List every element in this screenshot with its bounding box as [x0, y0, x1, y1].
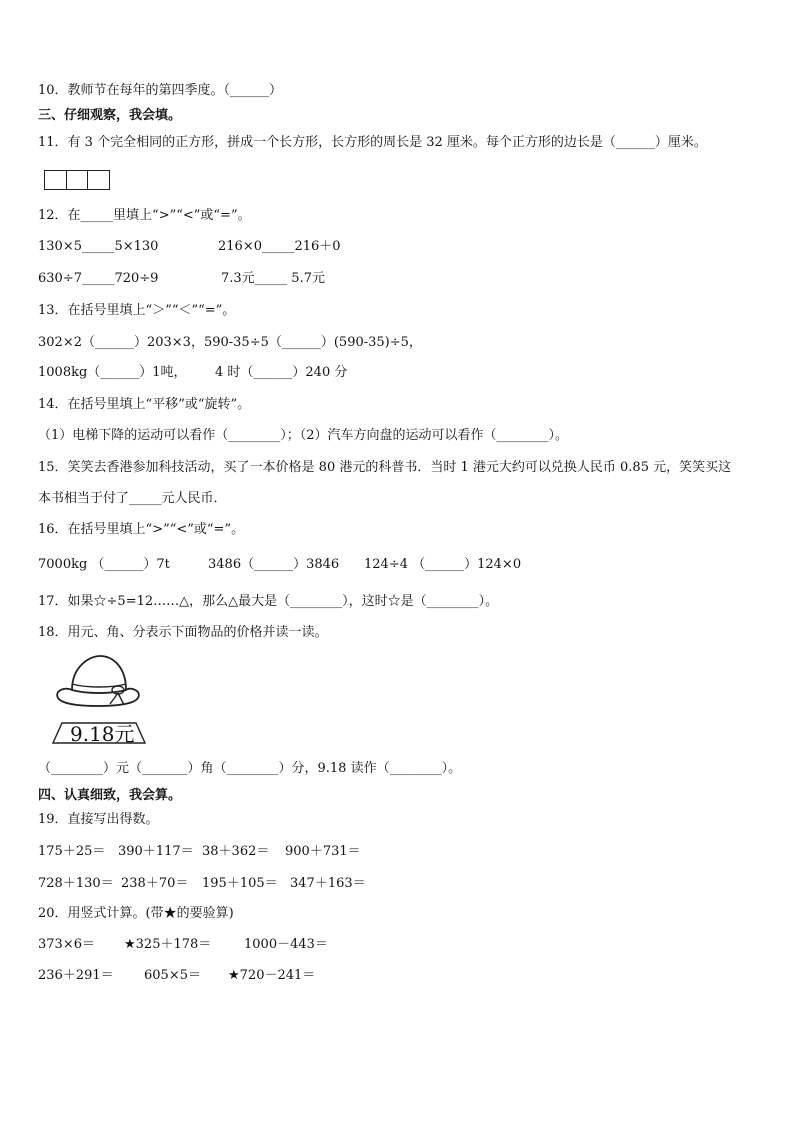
square	[88, 171, 109, 189]
q20-row2-item: ★720－241＝	[228, 968, 316, 983]
question-16-title: 16．在括号里填上“>”“<”或“=”。	[38, 522, 245, 537]
q20-row1-item: 1000－443＝	[244, 937, 328, 952]
hat-icon	[50, 652, 146, 722]
q19-row1-item: 38＋362＝	[202, 844, 270, 859]
question-14-title: 14．在括号里填上“平移”或“旋转”。	[38, 397, 251, 412]
q20-row2-item: 236＋291＝	[38, 968, 114, 983]
square	[67, 171, 89, 189]
q12-item-2: 216×0_____216＋0	[218, 239, 341, 254]
section-4-heading: 四、认真细致，我会算。	[38, 788, 182, 803]
question-19-title: 19．直接写出得数。	[38, 812, 159, 827]
q16-item-3: 124÷4 （______）124×0	[364, 557, 522, 572]
q16-item-2: 3486（______）3846	[208, 557, 340, 572]
question-18-title: 18．用元、角、分表示下面物品的价格并读一读。	[38, 625, 328, 640]
question-20-title: 20．用竖式计算。(带★的要验算)	[38, 906, 234, 921]
q14-line: （1）电梯下降的运动可以看作（________）；（2）汽车方向盘的运动可以看作（________）。	[38, 428, 569, 443]
q20-row2-item: 605×5＝	[144, 968, 201, 983]
q20-row1-item: ★325＋178＝	[124, 937, 212, 952]
q20-row1-item: 373×6＝	[38, 937, 95, 952]
q12-item-3: 630÷7_____720÷9	[38, 271, 159, 286]
question-15-line-1: 15．笑笑去香港参加科技活动，买了一本价格是 80 港元的科普书．当时 1 港元大约可以兑换人民币 0.85 元，笑笑买这	[38, 460, 732, 475]
question-13-title: 13．在括号里填上“＞”“＜”“=”。	[38, 303, 236, 318]
three-squares-figure	[44, 170, 110, 190]
question-10: 10．教师节在每年的第四季度。（______）	[38, 83, 283, 98]
question-12-title: 12．在_____里填上“>”“<”或“=”。	[38, 208, 251, 223]
q16-item-1: 7000kg （______）7t	[38, 557, 170, 572]
section-3-heading: 三、仔细观察，我会填。	[38, 108, 182, 123]
q19-row1-item: 175＋25＝	[38, 844, 106, 859]
q19-row1-item: 900＋731＝	[285, 844, 361, 859]
q19-row2-item: 728＋130＝	[38, 876, 114, 891]
q19-row1-item: 390＋117＝	[118, 844, 194, 859]
q19-row2-item: 347＋163＝	[290, 876, 366, 891]
q13-line-1: 302×2（______）203×3，590-35÷5（______）(590-35)÷5，	[38, 335, 422, 350]
square	[45, 171, 67, 189]
q12-item-4: 7.3元_____ 5.7元	[221, 271, 325, 286]
q13-line-2a: 1008kg（______）1吨，	[38, 365, 187, 380]
q19-row2-item: 238＋70＝	[121, 876, 189, 891]
q18-answer-line: （________）元（_______）角（________）分，9.18 读作（________）。	[38, 761, 462, 776]
question-11: 11．有 3 个完全相同的正方形，拼成一个长方形，长方形的周长是 32 厘米。每个正方形的边长是（______）厘米。	[38, 135, 707, 150]
q19-row2-item: 195＋105＝	[202, 876, 278, 891]
q12-item-1: 130×5_____5×130	[38, 239, 159, 254]
price-label: 9.18元	[70, 722, 135, 746]
q13-line-2b: 4 时（______）240 分	[215, 365, 348, 380]
question-15-line-2: 本书相当于付了_____元人民币．	[38, 491, 227, 506]
question-17: 17．如果☆÷5=12……△，那么△最大是（________），这时☆是（________）。	[38, 594, 499, 609]
